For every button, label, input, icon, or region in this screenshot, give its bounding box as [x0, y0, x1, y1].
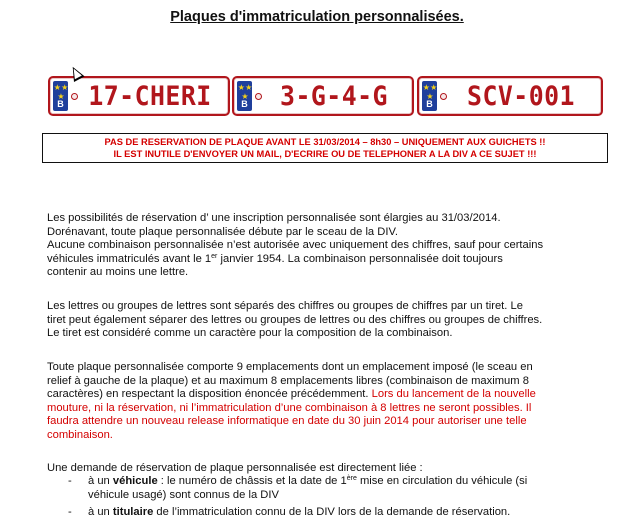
- div-seal-icon: [440, 93, 447, 100]
- b2-bold: titulaire: [112, 506, 154, 519]
- b1-end: mise en circulation du véhicule (si: [356, 475, 528, 487]
- country-code: B: [241, 99, 248, 109]
- p3-line-5: faudra attendre un nouveau release informatique en date du 30 juin 2014 pour autoriser une telle: [47, 415, 527, 428]
- list-dash: -: [68, 506, 72, 519]
- b1-line-2: véhicule usagé) sont connus de la DIV: [88, 488, 279, 501]
- p1-line-4: [47, 253, 608, 267]
- p1-sup: er: [211, 252, 218, 260]
- eu-stars-icon: ★ ★ ★: [53, 83, 68, 101]
- list-item: [68, 475, 608, 502]
- div-seal-icon: [71, 93, 78, 100]
- p2-line-1: Les lettres ou groupes de lettres sont séparés des chiffres ou groupes de chiffres par un tiret. Le: [47, 300, 523, 312]
- p3-line-3a: caractères) en respectant la disposition énoncée précédemment.: [47, 388, 372, 401]
- list-item: [68, 506, 608, 520]
- p1-line-5: contenir au moins une lettre.: [47, 266, 189, 279]
- p3-line-3b: Lors du lancement de la nouvelle: [371, 388, 536, 401]
- plate-number: 17-CHERI: [88, 80, 212, 112]
- b1-sup: ère: [346, 475, 357, 482]
- p3-line-4: mouture, ni la réservation, ni l’immatriculation d’une combinaison à 8 lettres ne seront possibles. Il: [47, 401, 532, 414]
- license-plate-1: [48, 76, 230, 116]
- b1-mid: : le numéro de châssis et la date de 1: [157, 475, 347, 487]
- plate-number: 3-G-4-G: [280, 80, 388, 112]
- p3-line-3: [47, 388, 608, 402]
- p2-line-3: Le tiret est considéré comme un caractère pour la composition de la combinaison.: [47, 327, 453, 340]
- p1-line-4b: janvier 1954. La combinaison personnalisée doit toujours: [217, 252, 503, 265]
- paragraph-2: [47, 300, 608, 341]
- warning-line-2: IL EST INUTILE D'ENVOYER UN MAIL, D'ECRIRE OU DE TELEPHONER A LA DIV A CE SUJET !!!: [113, 149, 537, 159]
- eu-band: [422, 81, 437, 111]
- list-dash: -: [68, 475, 72, 487]
- b1-pre: à un: [88, 475, 113, 487]
- p2-line-2: tiret peut également séparer des lettres ou groupes de lettres ou des chiffres ou groupes de chiffres.: [47, 313, 543, 326]
- license-plate-2: [232, 76, 414, 116]
- plate-number: SCV-001: [467, 80, 575, 112]
- p3-line-1: Toute plaque personnalisée comporte 9 emplacements dont un emplacement imposé (le sceau en: [47, 361, 533, 373]
- p3-line-6: combinaison.: [47, 428, 113, 441]
- paragraph-1: [47, 212, 608, 280]
- paragraph-3: [47, 361, 608, 443]
- license-plate-3: [417, 76, 603, 116]
- b2-end: de l’immatriculation connu de la DIV lors de la demande de réservation.: [153, 506, 511, 519]
- country-code: B: [57, 99, 64, 109]
- p3-line-2: relief à gauche de la plaque) et au maximum 8 emplacements libres (combinaison de maximum 8: [47, 374, 529, 387]
- page-title: Plaques d'immatriculation personnalisées.: [170, 9, 464, 25]
- eu-band: [53, 81, 68, 111]
- b1-bold: véhicule: [112, 475, 158, 487]
- eu-stars-icon: ★ ★ ★: [422, 83, 437, 101]
- eu-stars-icon: ★ ★ ★: [237, 83, 252, 101]
- requirements-list: [68, 475, 608, 520]
- eu-band: [237, 81, 252, 111]
- paragraph-4-intro: Une demande de réservation de plaque personnalisée est directement liée :: [47, 462, 423, 474]
- p1-line-3: Aucune combinaison personnalisée n’est autorisée avec uniquement des chiffres, sauf pour certains: [47, 239, 544, 252]
- p1-line-2: Dorénavant, toute plaque personnalisée débute par le sceau de la DIV.: [47, 225, 398, 238]
- p1-line-1: Les possibilités de réservation d’ une inscription personnalisée sont élargies au 31/03/2014.: [47, 212, 501, 224]
- p1-line-4a: véhicules immatriculés avant le 1: [47, 252, 212, 265]
- b2-pre: à un: [88, 506, 113, 519]
- warning-box: [42, 133, 608, 163]
- country-code: B: [426, 99, 433, 109]
- div-seal-icon: [255, 93, 262, 100]
- warning-line-1: PAS DE RESERVATION DE PLAQUE AVANT LE 31/03/2014 – 8h30 – UNIQUEMENT AUX GUICHETS !!: [104, 137, 546, 147]
